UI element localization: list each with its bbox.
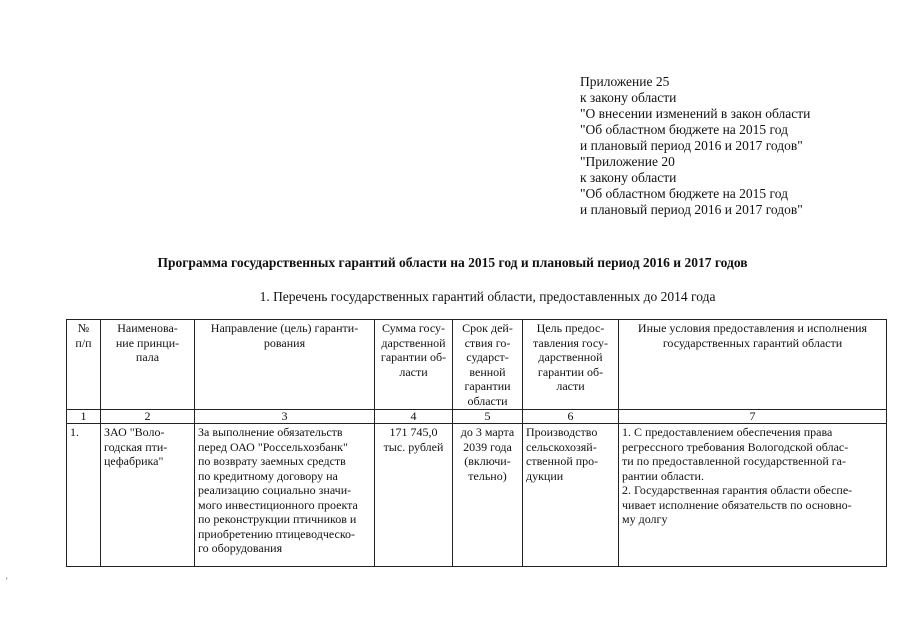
appendix-header: [580, 74, 810, 218]
column-number: 1: [67, 410, 101, 424]
section-subtitle: 1. Перечень государственных гарантий области, предоставленных до 2014 года: [259, 289, 716, 304]
column-number: 7: [619, 410, 887, 424]
document-title: Программа государственных гарантий области на 2015 год и плановый период 2016 и 2017 годов: [157, 255, 748, 270]
appendix-line: к закону области: [580, 170, 677, 185]
cell-direction: За выполнение обязательств перед ОАО "Россельхозбанк" по возврату заемных средств по кредитному договору на реализацию социально значи- мого инвестиционного проекта по реконструкции птичников и приобретению птицеводческо- го оборудования: [195, 424, 375, 567]
header-cell-amount: Сумма госу- дарственной гарантии об- ласти: [375, 320, 453, 410]
cell-number: 1.: [67, 424, 101, 567]
header-cell-conditions: Иные условия предоставления и исполнения государственных гарантий области: [619, 320, 887, 410]
appendix-line: и плановый период 2016 и 2017 годов": [580, 202, 803, 217]
table-header-row: [67, 320, 887, 410]
header-cell-number: № п/п: [67, 320, 101, 410]
table-row: [67, 424, 887, 567]
appendix-line: "О внесении изменений в закон области: [580, 106, 811, 121]
header-cell-principal: Наименова- ние принци- пала: [101, 320, 195, 410]
column-number: 6: [523, 410, 619, 424]
appendix-line: "Об областном бюджете на 2015 год: [580, 122, 788, 137]
column-number: 3: [195, 410, 375, 424]
appendix-line: и плановый период 2016 и 2017 годов": [580, 138, 803, 153]
cell-term: до 3 марта 2039 года (включи- тельно): [453, 424, 523, 567]
appendix-line: "Об областном бюджете на 2015 год: [580, 186, 788, 201]
column-number: 2: [101, 410, 195, 424]
column-number-row: [67, 410, 887, 424]
cell-amount: 171 745,0 тыс. рублей: [375, 424, 453, 567]
header-cell-purpose: Цель предос- тавления госу- дарственной гарантии об- ласти: [523, 320, 619, 410]
page-mark: ': [6, 576, 8, 586]
header-cell-direction: Направление (цель) гаранти- рования: [195, 320, 375, 410]
appendix-line: "Приложение 20: [580, 154, 675, 169]
column-number: 4: [375, 410, 453, 424]
header-cell-term: Срок дей- ствия го- сударст- венной гарантии области: [453, 320, 523, 410]
cell-principal: ЗАО "Воло- годская пти- цефабрика": [101, 424, 195, 567]
guarantees-table: [66, 319, 887, 567]
cell-purpose: Производство сельскохозяй- ственной про- дукции: [523, 424, 619, 567]
column-number: 5: [453, 410, 523, 424]
appendix-line: к закону области: [580, 90, 677, 105]
appendix-line: Приложение 25: [580, 74, 670, 89]
cell-conditions: 1. С предоставлением обеспечения права регрессного требования Вологодской облас- ти по предоставленной государственной га- рантии области. 2. Государственная гарантия области обеспе- чивает исполнение обязательств по основно- му долгу: [619, 424, 887, 567]
